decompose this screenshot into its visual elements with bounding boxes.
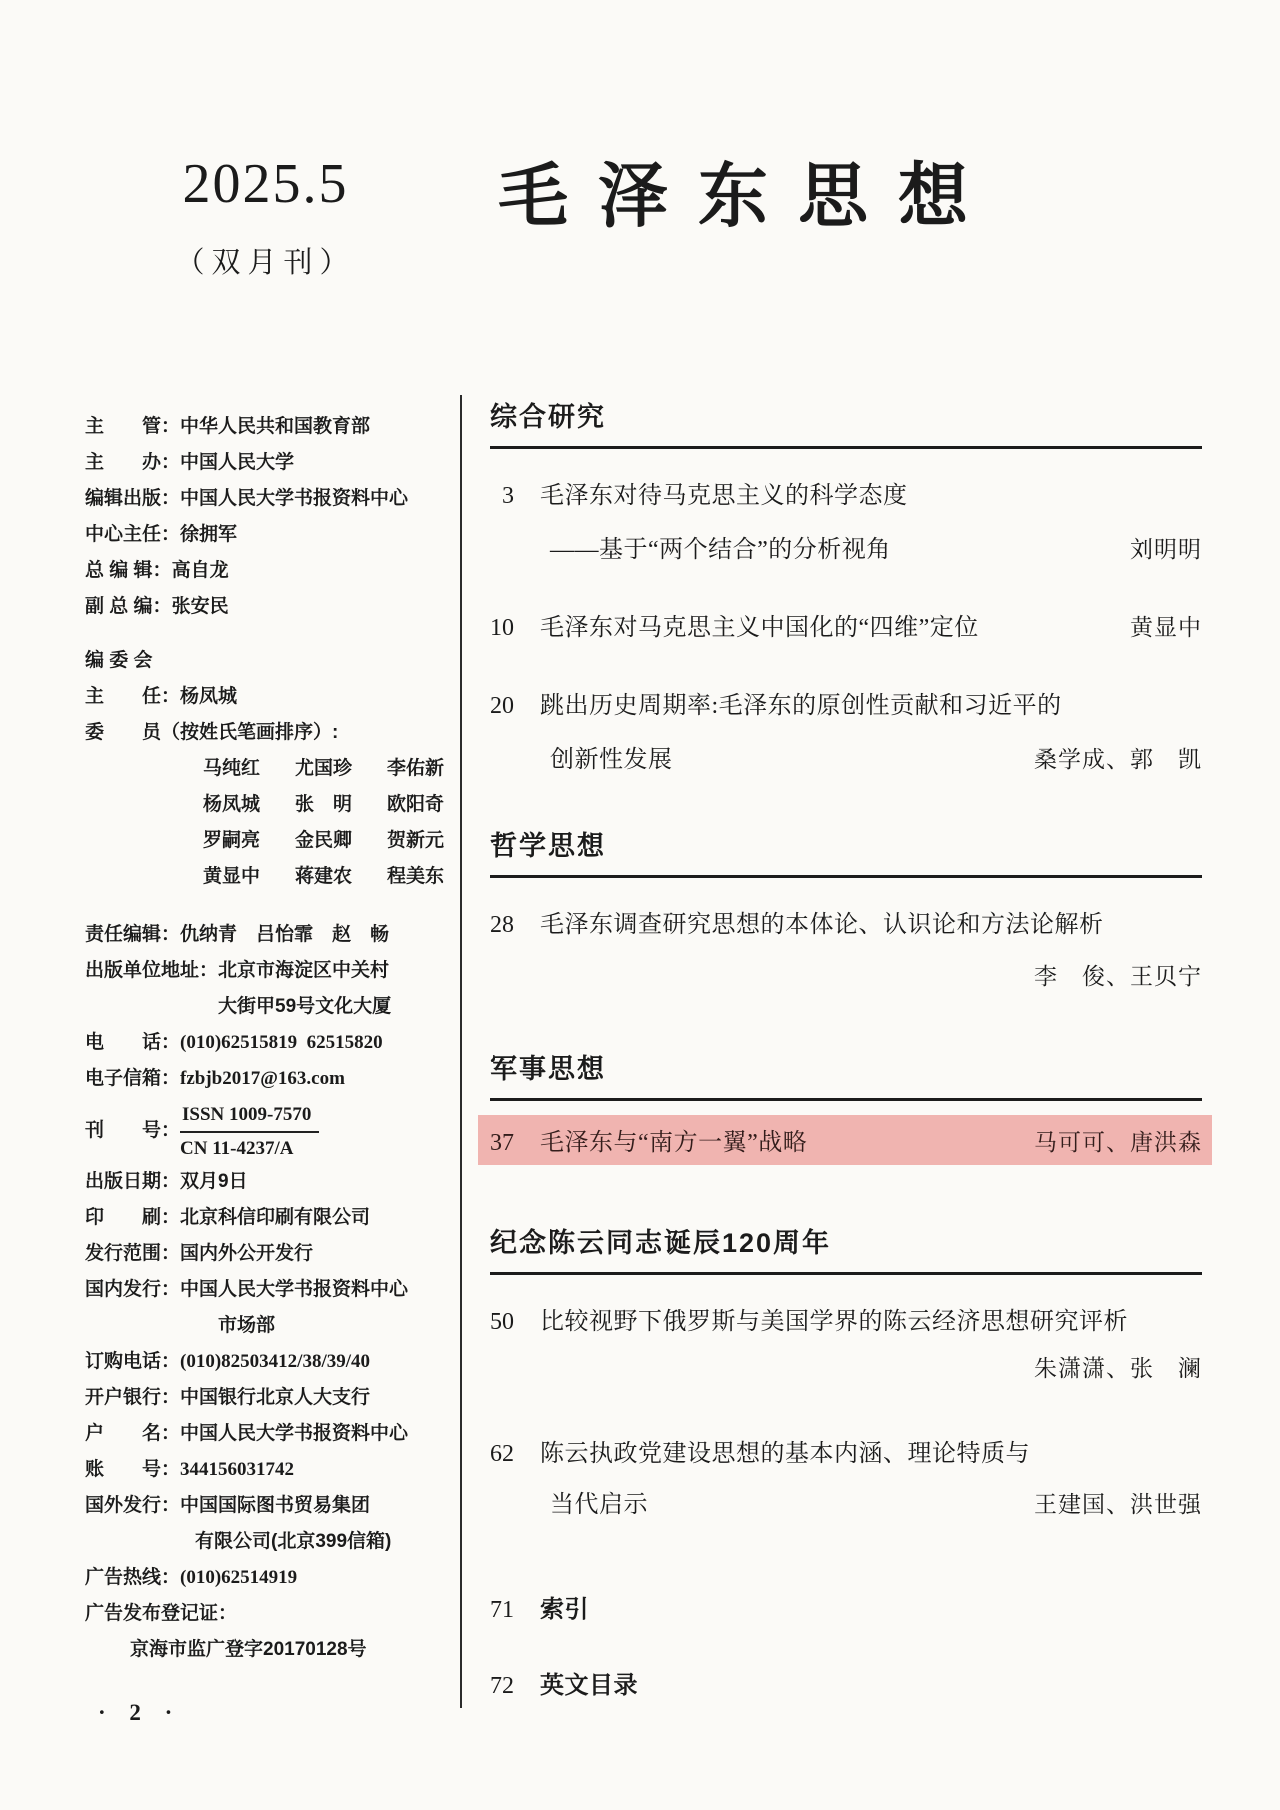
masthead-row-supervisor xyxy=(85,409,450,445)
committee-member: 黄显中 xyxy=(203,866,261,887)
committee-names-row xyxy=(85,787,450,823)
masthead-label: 责任编辑： xyxy=(85,924,181,945)
masthead-label: 编辑出版： xyxy=(85,488,181,509)
masthead-row-printer xyxy=(85,1200,450,1236)
committee-member: 欧阳奇 xyxy=(387,794,445,815)
section-title-philosophical-thought: 哲学思想 xyxy=(490,824,1202,878)
masthead-label: 国内发行： xyxy=(85,1279,181,1300)
masthead-row-email xyxy=(85,1061,450,1097)
toc-article xyxy=(490,475,1202,564)
masthead-value: 中华人民共和国教育部 xyxy=(180,416,371,437)
article-authors: 桑学成、郭 凯 xyxy=(1034,747,1202,772)
masthead-label: 订购电话： xyxy=(85,1351,181,1372)
masthead-value: 北京科信印刷有限公司 xyxy=(180,1207,371,1228)
masthead-value: 344156031742 xyxy=(180,1459,295,1480)
masthead-row-deputy-editor xyxy=(85,589,450,625)
section-title-chenyun-120th-anniversary: 纪念陈云同志诞辰120周年 xyxy=(490,1221,1202,1275)
masthead-domestic-line2: 市场部 xyxy=(218,1315,276,1336)
masthead-value: 中国人民大学书报资料中心 xyxy=(180,488,409,509)
committee-member: 张 明 xyxy=(295,794,353,815)
masthead-label: 主 办： xyxy=(85,452,181,473)
article-title: 毛泽东与“南方一翼”战略 xyxy=(540,1130,808,1156)
issn-cn-fraction xyxy=(180,1100,319,1162)
committee-heading: 编 委 会 xyxy=(85,650,153,671)
masthead-value: (010)82503412/38/39/40 xyxy=(180,1351,371,1372)
masthead-value: 杨凤城 xyxy=(180,686,238,707)
committee-chair-row xyxy=(85,679,450,715)
masthead-value: 徐拥军 xyxy=(180,524,238,545)
masthead-label: 副 总 编： xyxy=(85,596,172,617)
masthead-address-line2: 大街甲59号文化大厦 xyxy=(218,996,392,1017)
committee-member: 杨凤城 xyxy=(203,794,261,815)
committee-names-row xyxy=(85,751,450,787)
committee-member: 蒋建农 xyxy=(295,866,353,887)
masthead-label: 发行范围： xyxy=(85,1243,181,1264)
main-content xyxy=(0,395,1280,1708)
masthead-sidebar xyxy=(85,395,462,1708)
toc-article-highlighted xyxy=(478,1115,1212,1165)
masthead-label: 电 话： xyxy=(85,1032,181,1053)
masthead-value: 中国银行北京人大支行 xyxy=(180,1387,371,1408)
masthead-label: 广告发布登记证： xyxy=(85,1603,238,1624)
masthead-row-ad-license-label xyxy=(85,1596,450,1632)
issn-number: ISSN 1009-7570 xyxy=(180,1100,319,1133)
issue-frequency: （双月刊） xyxy=(175,247,356,279)
masthead-label: 户 名： xyxy=(85,1423,181,1444)
issue-number: 2025.5 xyxy=(182,153,349,215)
masthead-row-ad-hotline xyxy=(85,1560,450,1596)
masthead-label: 出版日期： xyxy=(85,1171,181,1192)
section-title-military-thought: 军事思想 xyxy=(490,1047,1202,1101)
masthead-row-account-name xyxy=(85,1416,450,1452)
masthead-row-issn xyxy=(85,1100,450,1162)
article-title: 陈云执政党建设思想的基本内涵、理论特质与 xyxy=(540,1441,1030,1467)
index-label: 索引 xyxy=(540,1597,589,1623)
masthead-value: 高自龙 xyxy=(171,560,229,581)
masthead-label: 刊 号： xyxy=(85,1120,181,1141)
committee-member: 马纯红 xyxy=(203,758,261,779)
article-page-number: 37 xyxy=(490,1130,514,1156)
article-page-number: 72 xyxy=(490,1673,514,1699)
masthead-label: 广告热线： xyxy=(85,1567,181,1588)
article-authors: 朱潇潇、张 澜 xyxy=(1034,1356,1202,1381)
article-title: 毛泽东对马克思主义中国化的“四维”定位 xyxy=(540,615,979,641)
article-page-number: 20 xyxy=(490,693,514,719)
masthead-value: 中国人民大学书报资料中心 xyxy=(180,1423,409,1444)
article-title: 毛泽东对待马克思主义的科学态度 xyxy=(540,483,908,509)
masthead-label: 委 员 xyxy=(85,722,162,743)
article-page-number: 50 xyxy=(490,1309,514,1335)
page-header xyxy=(0,0,1280,395)
masthead-row-domestic-distribution xyxy=(85,1272,450,1308)
masthead-row-publisher xyxy=(85,481,450,517)
masthead-row-account-number xyxy=(85,1452,450,1488)
masthead-label: 开户银行： xyxy=(85,1387,181,1408)
masthead-label: 主 任： xyxy=(85,686,181,707)
article-title: 跳出历史周期率:毛泽东的原创性贡献和习近平的 xyxy=(540,693,1062,719)
article-authors: 李 俊、王贝宁 xyxy=(1034,964,1202,989)
article-title: 毛泽东调查研究思想的本体论、认识论和方法论解析 xyxy=(540,912,1104,938)
masthead-row-bank xyxy=(85,1380,450,1416)
issue-block xyxy=(118,152,413,281)
article-page-number: 10 xyxy=(490,615,514,641)
committee-names-row xyxy=(85,823,450,859)
masthead-value: 张安民 xyxy=(171,596,229,617)
masthead-row-overseas-distribution xyxy=(85,1488,450,1524)
masthead-value: (010)62515819 62515820 xyxy=(180,1032,383,1053)
article-subtitle: ——基于“两个结合”的分析视角 xyxy=(550,537,891,563)
article-page-number: 62 xyxy=(490,1441,514,1467)
committee-member: 程美东 xyxy=(387,866,445,887)
toc-article xyxy=(490,607,1202,642)
masthead-row-sponsor xyxy=(85,445,450,481)
masthead-label: 国外发行： xyxy=(85,1495,181,1516)
masthead-row-center-director xyxy=(85,517,450,553)
committee-members-row xyxy=(85,715,450,751)
committee-member: 李佑新 xyxy=(387,758,445,779)
article-page-number: 71 xyxy=(490,1597,514,1623)
article-title-continued: 创新性发展 xyxy=(550,747,673,773)
masthead-row-chief-editor xyxy=(85,553,450,589)
masthead-value: 中国国际图书贸易集团 xyxy=(180,1495,371,1516)
committee-member: 尤国珍 xyxy=(295,758,353,779)
article-page-number: 28 xyxy=(490,912,514,938)
toc-article xyxy=(490,1301,1202,1383)
masthead-label: 印 刷： xyxy=(85,1207,181,1228)
article-title-continued: 当代启示 xyxy=(550,1492,648,1518)
toc-article xyxy=(490,1433,1202,1519)
article-page-number: 3 xyxy=(502,483,514,509)
cn-number: CN 11-4237/A xyxy=(180,1138,294,1159)
masthead-label: 总 编 辑： xyxy=(85,560,172,581)
masthead-value: 中国人民大学 xyxy=(180,452,295,473)
toc-article xyxy=(490,904,1202,991)
masthead-ad-license-number: 京海市监广登字20170128号 xyxy=(130,1639,367,1660)
masthead-row-address xyxy=(85,953,450,989)
masthead-value: 国内外公开发行 xyxy=(180,1243,314,1264)
masthead-label: 账 号： xyxy=(85,1459,181,1480)
journal-title: 毛泽东思想 xyxy=(498,159,998,236)
toc-index-entry xyxy=(490,1589,1202,1624)
article-authors: 黄显中 xyxy=(1130,615,1202,640)
masthead-row-distribution-scope xyxy=(85,1236,450,1272)
masthead-row-pub-date xyxy=(85,1164,450,1200)
masthead-label: 出版单位地址： xyxy=(85,960,219,981)
article-authors: 马可可、唐洪森 xyxy=(1034,1130,1202,1155)
committee-member: 罗嗣亮 xyxy=(203,830,261,851)
masthead-label: 中心主任： xyxy=(85,524,181,545)
article-title: 比较视野下俄罗斯与美国学界的陈云经济思想研究评析 xyxy=(540,1309,1128,1335)
page-number: · 2 · xyxy=(98,1700,182,1725)
masthead-value: fzbjb2017@163.com xyxy=(180,1068,345,1089)
masthead-label: 主 管： xyxy=(85,416,181,437)
masthead-value: (010)62514919 xyxy=(180,1567,298,1588)
masthead-value: 中国人民大学书报资料中心 xyxy=(180,1279,409,1300)
masthead-overseas-line2: 有限公司(北京399信箱) xyxy=(195,1531,392,1552)
section-title-comprehensive-research: 综合研究 xyxy=(490,395,1202,449)
masthead-label: 电子信箱： xyxy=(85,1068,181,1089)
table-of-contents xyxy=(462,395,1280,1708)
article-authors: 王建国、洪世强 xyxy=(1034,1492,1202,1517)
english-contents-label: 英文目录 xyxy=(540,1673,638,1699)
masthead-value: 仇纳青 吕怡霏 赵 畅 xyxy=(180,924,390,945)
committee-members-note: （按姓氏笔画排序）: xyxy=(161,722,339,743)
committee-member: 贺新元 xyxy=(387,830,445,851)
masthead-row-phone xyxy=(85,1025,450,1061)
toc-article xyxy=(490,685,1202,774)
masthead-row-responsible-editors xyxy=(85,917,450,953)
masthead-row-order-phone xyxy=(85,1344,450,1380)
masthead-value: 双月9日 xyxy=(180,1171,248,1192)
masthead-value: 北京市海淀区中关村 xyxy=(218,960,390,981)
committee-names-row xyxy=(85,859,450,895)
committee-member: 金民卿 xyxy=(295,830,353,851)
toc-english-contents-entry xyxy=(490,1665,1202,1700)
article-authors: 刘明明 xyxy=(1130,537,1202,562)
